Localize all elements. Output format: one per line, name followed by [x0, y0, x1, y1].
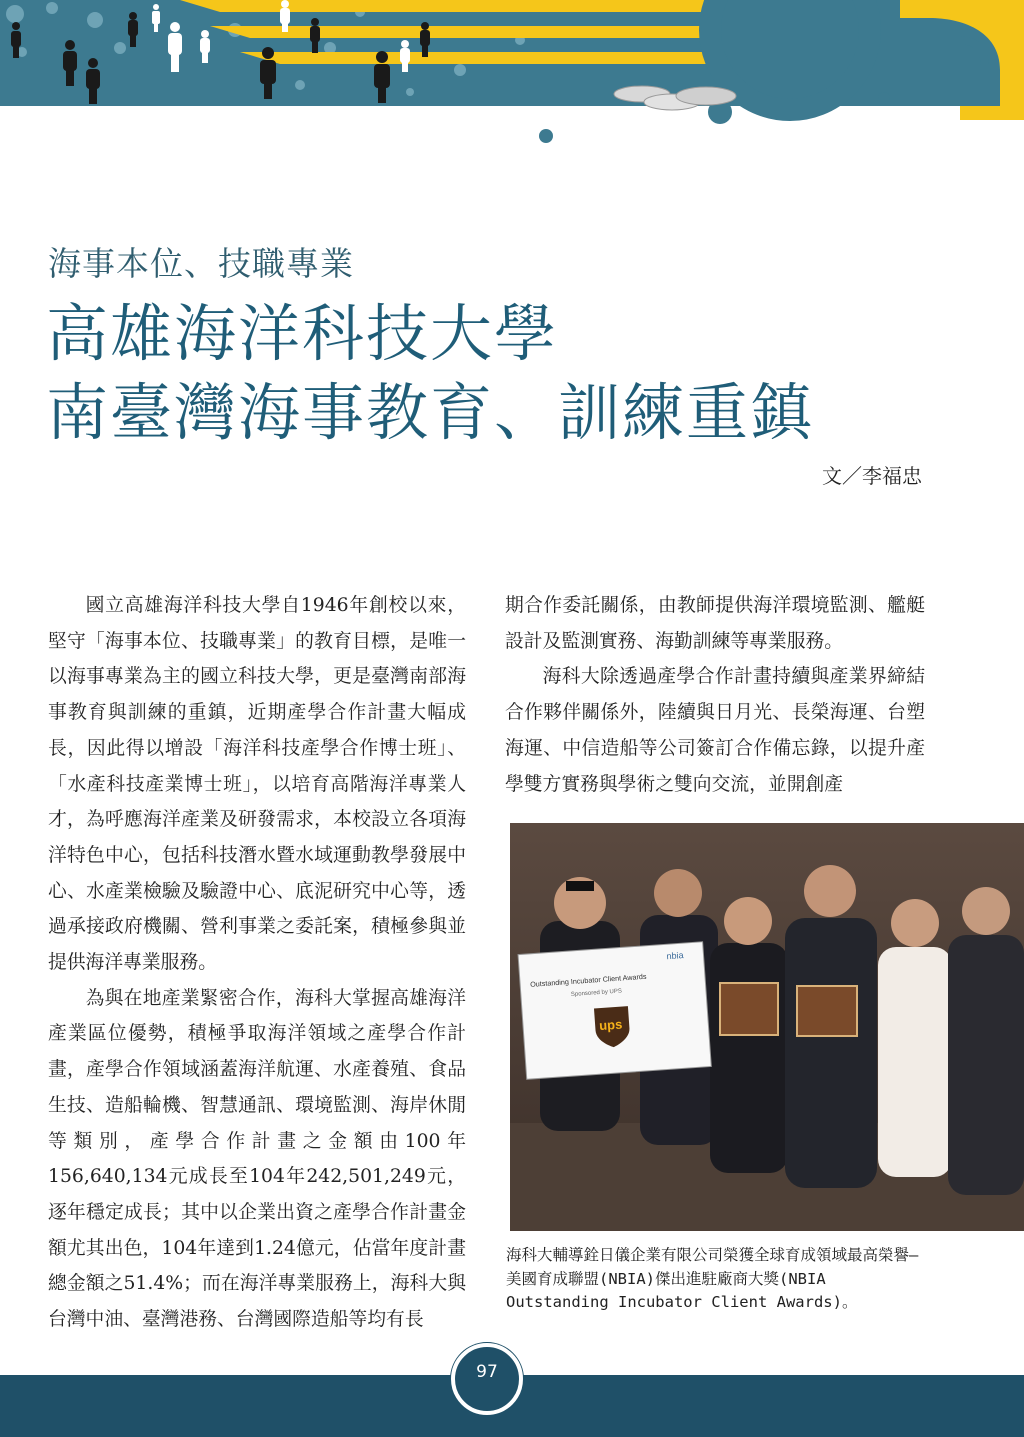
article-column-right	[505, 588, 925, 802]
award-photo	[510, 823, 1024, 1231]
photo-caption: 海科大輔導銓日儀企業有限公司榮獲全球育成領域最高榮譽—美國育成聯盟(NBIA)傑出進駐廠商大獎(NBIA Outstanding Incubator Client Awards)。	[506, 1246, 919, 1311]
page-number: 97	[476, 1362, 498, 1382]
paragraph: 為與在地產業緊密合作，海科大掌握高雄海洋產業區位優勢，積極爭取海洋領域之產學合作計畫，產學合作領域涵蓋海洋航運、水產養殖、食品生技、造船輪機、智慧通訊、環境監測、海岸休閒等類別，產學合作計畫之金額由100年156,640,134元成長至104年242,501,249元，逐年穩定成長；其中以企業出資之產學合作計畫金額尤其出色，104年達到1.24億元，佔當年度計畫總金額之51.4%；而在海洋專業服務上，海科大與台灣中油、臺灣港務、台灣國際造船等均有長	[48, 987, 466, 1331]
sign-sponsor: Sponsored by UPS	[570, 988, 623, 999]
header-banner	[0, 0, 1024, 150]
paragraph: 期合作委託關係，由教師提供海洋環境監測、艦艇設計及監測實務、海勤訓練等專業服務。	[505, 595, 925, 652]
author-byline: 文／李福忠	[822, 464, 922, 488]
banner-yellow-stripes	[180, 0, 720, 64]
award-sign	[518, 942, 711, 1080]
paragraph: 海科大除透過產學合作計畫持續與產業界締結合作夥伴關係外，陸續與日月光、長榮海運、台塑海運、中信造船等公司簽訂合作備忘錄，以提升產學雙方實務與學術之雙向交流，並開創產	[505, 666, 925, 795]
ups-logo: ups	[598, 1016, 623, 1034]
article-title-line-2: 南臺灣海事教育、訓練重鎮	[46, 376, 815, 449]
sign-brand: nbia	[666, 950, 684, 962]
award-photo-illustration	[510, 823, 1024, 1231]
article-title-line-1: 高雄海洋科技大學	[46, 297, 559, 370]
award-plaque	[720, 983, 778, 1035]
award-plaque	[797, 986, 857, 1036]
article-subtitle: 海事本位、技職專業	[48, 244, 354, 283]
paragraph: 國立高雄海洋科技大學自1946年創校以來，堅守「海事本位、技職專業」的教育目標，是唯一以海事專業為主的國立科技大學，更是臺灣南部海事教育與訓練的重鎮，近期產學合作計畫大幅成長，因此得以增設「海洋科技產學合作博士班」、「水產科技產業博士班」，以培育高階海洋專業人才，為呼應海洋產業及研發需求，本校設立各項海洋特色中心，包括科技潛水暨水域運動教學發展中心、水產業檢驗及驗證中心、底泥研究中心等，透過承接政府機關、營利事業之委託案，積極參與並提供海洋專業服務。	[48, 595, 466, 974]
sign-title: Outstanding Incubator Client Awards	[529, 971, 647, 989]
article-column-left	[48, 588, 466, 1338]
